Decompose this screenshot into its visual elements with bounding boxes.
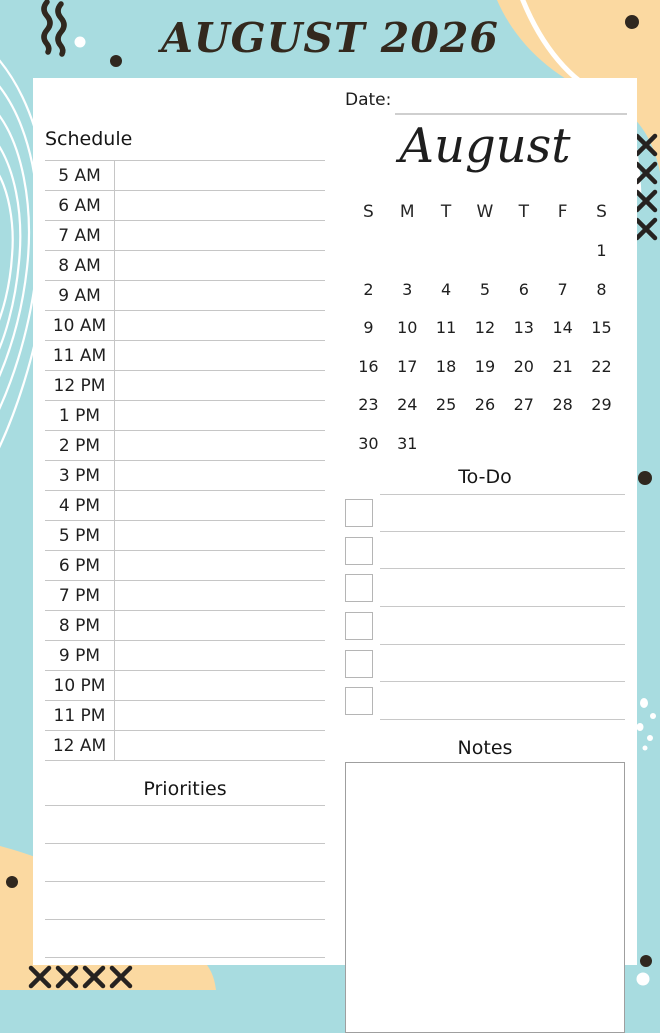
calendar-day bbox=[427, 232, 466, 271]
notes-title: Notes bbox=[457, 737, 513, 759]
schedule-time-label: 5 AM bbox=[45, 161, 115, 190]
schedule-row bbox=[45, 401, 325, 431]
schedule-table bbox=[45, 160, 325, 761]
schedule-row bbox=[45, 611, 325, 641]
todo-checkbox[interactable] bbox=[345, 499, 373, 527]
calendar-day: 13 bbox=[513, 318, 534, 338]
schedule-title: Schedule bbox=[45, 128, 133, 150]
calendar-day: 3 bbox=[402, 279, 413, 299]
calendar-day: 16 bbox=[358, 356, 379, 376]
calendar-day: 2 bbox=[363, 279, 374, 299]
schedule-time-label: 1 PM bbox=[45, 401, 115, 430]
schedule-row bbox=[45, 521, 325, 551]
calendar-day: 25 bbox=[435, 395, 457, 415]
todo-list bbox=[345, 494, 625, 720]
calendar-day bbox=[543, 424, 582, 463]
calendar-day: 19 bbox=[474, 356, 496, 376]
calendar-day: 24 bbox=[397, 395, 418, 415]
schedule-row bbox=[45, 221, 325, 251]
priorities-entry-field[interactable] bbox=[45, 844, 325, 882]
date-field bbox=[345, 88, 627, 116]
calendar-day: 23 bbox=[358, 395, 379, 415]
schedule-entry-field[interactable] bbox=[115, 341, 325, 370]
calendar-day: 14 bbox=[552, 318, 573, 338]
schedule-time-label: 11 PM bbox=[45, 701, 115, 730]
schedule-time-label: 9 PM bbox=[45, 641, 115, 670]
calendar-day: 12 bbox=[474, 318, 496, 338]
schedule-entry-field[interactable] bbox=[115, 641, 325, 670]
schedule-entry-field[interactable] bbox=[115, 701, 325, 730]
schedule-entry-field[interactable] bbox=[115, 371, 325, 400]
calendar-day: 17 bbox=[397, 356, 418, 376]
calendar-day: 6 bbox=[518, 279, 529, 299]
mini-calendar bbox=[349, 193, 621, 463]
schedule-time-label: 6 PM bbox=[45, 551, 115, 580]
todo-checkbox[interactable] bbox=[345, 537, 373, 565]
calendar-day: 21 bbox=[552, 356, 573, 376]
schedule-time-label: 3 PM bbox=[45, 461, 115, 490]
schedule-time-label: 7 AM bbox=[45, 221, 115, 250]
calendar-day: 31 bbox=[397, 433, 418, 453]
calendar-day: 7 bbox=[557, 279, 568, 299]
calendar-day: 15 bbox=[591, 318, 612, 338]
schedule-time-label: 12 PM bbox=[45, 371, 115, 400]
date-input-line[interactable] bbox=[395, 88, 627, 115]
calendar-day: 29 bbox=[591, 395, 612, 415]
schedule-entry-field[interactable] bbox=[115, 401, 325, 430]
calendar-day: 28 bbox=[552, 395, 573, 415]
schedule-entry-field[interactable] bbox=[115, 161, 325, 190]
priorities-title: Priorities bbox=[143, 778, 227, 800]
schedule-entry-field[interactable] bbox=[115, 311, 325, 340]
calendar-day bbox=[466, 424, 505, 463]
schedule-row bbox=[45, 251, 325, 281]
date-label: Date: bbox=[345, 90, 392, 110]
schedule-row bbox=[45, 731, 325, 761]
schedule-entry-field[interactable] bbox=[115, 581, 325, 610]
calendar-day bbox=[504, 232, 543, 271]
schedule-row bbox=[45, 431, 325, 461]
schedule-entry-field[interactable] bbox=[115, 431, 325, 460]
schedule-time-label: 7 PM bbox=[45, 581, 115, 610]
schedule-entry-field[interactable] bbox=[115, 461, 325, 490]
todo-checkbox[interactable] bbox=[345, 650, 373, 678]
weekday-header: F bbox=[557, 202, 568, 223]
weekday-header: T bbox=[440, 202, 452, 223]
schedule-time-label: 8 PM bbox=[45, 611, 115, 640]
schedule-time-label: 9 AM bbox=[45, 281, 115, 310]
schedule-time-label: 6 AM bbox=[45, 191, 115, 220]
schedule-entry-field[interactable] bbox=[115, 731, 325, 760]
priorities-entry-field[interactable] bbox=[45, 806, 325, 844]
schedule-row bbox=[45, 671, 325, 701]
schedule-row bbox=[45, 341, 325, 371]
priorities-entry-field[interactable] bbox=[45, 920, 325, 958]
calendar-day bbox=[466, 232, 505, 271]
todo-row bbox=[345, 607, 625, 645]
schedule-entry-field[interactable] bbox=[115, 191, 325, 220]
schedule-entry-field[interactable] bbox=[115, 491, 325, 520]
schedule-row bbox=[45, 701, 325, 731]
todo-checkbox[interactable] bbox=[345, 687, 373, 715]
weekday-header: T bbox=[518, 202, 529, 223]
schedule-time-label: 4 PM bbox=[45, 491, 115, 520]
calendar-day: 9 bbox=[363, 318, 374, 338]
calendar-day: 30 bbox=[358, 433, 379, 453]
notes-input-box[interactable] bbox=[345, 762, 625, 1033]
schedule-row bbox=[45, 311, 325, 341]
schedule-entry-field[interactable] bbox=[115, 671, 325, 700]
todo-row bbox=[345, 494, 625, 532]
calendar-day: 8 bbox=[596, 279, 607, 299]
schedule-row bbox=[45, 461, 325, 491]
schedule-time-label: 10 AM bbox=[45, 311, 115, 340]
todo-checkbox[interactable] bbox=[345, 612, 373, 640]
calendar-day: 27 bbox=[513, 395, 534, 415]
calendar-day: 4 bbox=[441, 279, 452, 299]
calendar-day: 26 bbox=[474, 395, 496, 415]
todo-checkbox[interactable] bbox=[345, 574, 373, 602]
schedule-entry-field[interactable] bbox=[115, 281, 325, 310]
calendar-day bbox=[543, 232, 582, 271]
weekday-header: W bbox=[476, 202, 494, 223]
schedule-row bbox=[45, 191, 325, 221]
todo-row bbox=[345, 645, 625, 683]
schedule-row bbox=[45, 371, 325, 401]
page-title: AUGUST 2026 bbox=[161, 14, 499, 62]
priorities-list bbox=[45, 805, 325, 958]
calendar-day bbox=[582, 424, 621, 463]
schedule-row bbox=[45, 491, 325, 521]
calendar-day bbox=[388, 232, 427, 271]
schedule-entry-field[interactable] bbox=[115, 251, 325, 280]
schedule-row bbox=[45, 641, 325, 671]
schedule-entry-field[interactable] bbox=[115, 521, 325, 550]
calendar-day bbox=[349, 232, 388, 271]
schedule-row bbox=[45, 281, 325, 311]
schedule-entry-field[interactable] bbox=[115, 221, 325, 250]
weekday-header: S bbox=[363, 202, 374, 223]
calendar-day: 10 bbox=[397, 318, 418, 338]
schedule-time-label: 12 AM bbox=[45, 731, 115, 760]
schedule-time-label: 8 AM bbox=[45, 251, 115, 280]
schedule-entry-field[interactable] bbox=[115, 611, 325, 640]
calendar-day: 18 bbox=[435, 356, 457, 376]
calendar-day: 5 bbox=[479, 279, 491, 299]
weekday-header: M bbox=[399, 202, 415, 223]
todo-title: To-Do bbox=[458, 466, 512, 488]
calendar-day: 22 bbox=[591, 356, 612, 376]
schedule-row bbox=[45, 161, 325, 191]
todo-row bbox=[345, 569, 625, 607]
schedule-row bbox=[45, 551, 325, 581]
schedule-row bbox=[45, 581, 325, 611]
calendar-day: 20 bbox=[513, 356, 534, 376]
month-title: August bbox=[399, 118, 571, 174]
calendar-day: 11 bbox=[435, 318, 457, 338]
calendar-day: 1 bbox=[596, 241, 607, 261]
priorities-entry-field[interactable] bbox=[45, 882, 325, 920]
calendar-day bbox=[427, 424, 466, 463]
planner-card bbox=[33, 78, 637, 965]
schedule-time-label: 10 PM bbox=[45, 671, 115, 700]
schedule-time-label: 5 PM bbox=[45, 521, 115, 550]
weekday-header: S bbox=[596, 202, 607, 223]
todo-row bbox=[345, 532, 625, 570]
todo-row bbox=[345, 683, 625, 721]
calendar-day bbox=[504, 424, 543, 463]
schedule-entry-field[interactable] bbox=[115, 551, 325, 580]
schedule-time-label: 2 PM bbox=[45, 431, 115, 460]
schedule-time-label: 11 AM bbox=[45, 341, 115, 370]
todo-entry-field[interactable] bbox=[380, 718, 625, 720]
